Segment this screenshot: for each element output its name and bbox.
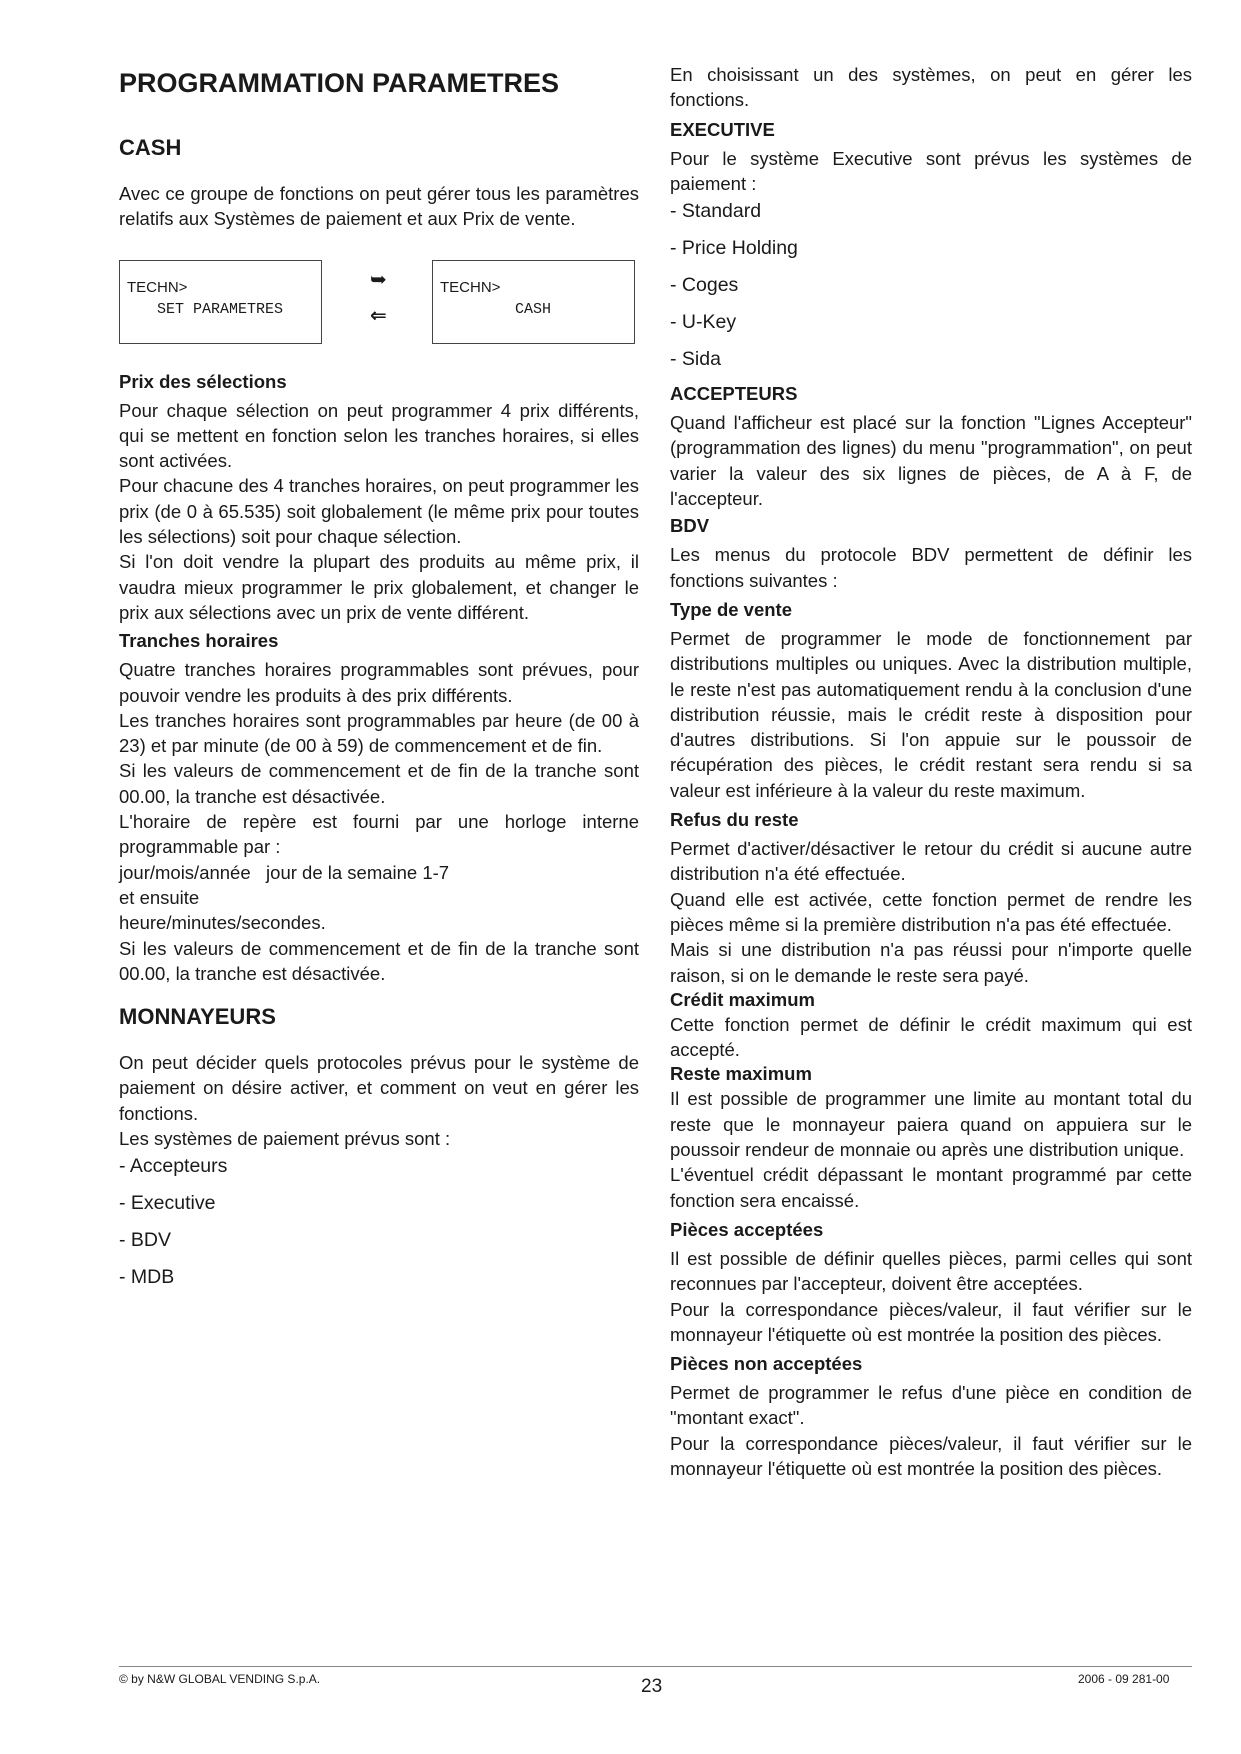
paragraph: Mais si une distribution n'a pas réussi pour n'importe quelle raison, si on le demande le reste sera payé. — [670, 939, 1192, 986]
paragraph: Il est possible de définir quelles pièces, parmi celles qui sont reconnues par l'accepteur, doivent être acceptées. — [670, 1247, 1192, 1295]
subheading-type-vente: Type de vente — [670, 598, 793, 620]
payment-systems-list — [119, 1154, 639, 1290]
text-line: heure/minutes/secondes. — [119, 912, 326, 934]
paragraph: Quand l'afficheur est placé sur la fonction "Lignes Accepteur" (programmation des lignes) du menu "programmation", on peut varier la valeur des six lignes de pièces, de A à F, de l'accepteur. — [670, 412, 1192, 510]
subheading-pieces-acceptees: Pièces acceptées — [670, 1218, 824, 1240]
text-line: et ensuite — [119, 886, 200, 908]
paragraph: Permet d'activer/désactiver le retour du crédit si aucune autre distribution n'a été effectuée. — [670, 838, 1192, 885]
list-item: - Price Holding — [670, 236, 1192, 261]
paragraph: Pour chacune des 4 tranches horaires, on peut programmer les prix (de 0 à 65.535) soit globalement (le même prix pour toutes les sélections) soit pour chaque sélection. — [119, 475, 639, 548]
list-item: - U-Key — [670, 310, 1192, 335]
lcd-line-1: TECHN> — [127, 278, 188, 296]
subheading-pieces-non-acceptees: Pièces non acceptées — [670, 1353, 863, 1375]
paragraph: Si l'on doit vendre la plupart des produits au même prix, il vaudra mieux programmer le prix globalement, et changer le prix aux sélections avec un prix de vente différent. — [119, 551, 639, 623]
lcd-line-2: CASH — [515, 300, 552, 318]
list-item: - MDB — [119, 1265, 639, 1290]
footer-doc-code: 2006 - 09 281-00 — [1078, 1672, 1170, 1686]
arrow-back-icon: ⇐ — [370, 304, 387, 327]
subheading-reste-maximum: Reste maximum — [670, 1063, 812, 1085]
list-item: - Accepteurs — [119, 1154, 639, 1179]
paragraph: En choisissant un des systèmes, on peut en gérer les fonctions. — [670, 64, 1192, 111]
paragraph: Permet de programmer le refus d'une pièce en condition de "montant exact". — [670, 1382, 1192, 1429]
section-heading-monnayeurs: MONNAYEURS — [119, 1004, 276, 1030]
list-item: - Executive — [119, 1191, 639, 1216]
lcd-line-2: SET PARAMETRES — [157, 300, 284, 318]
paragraph: On peut décider quels protocoles prévus pour le système de paiement on désire activer, et comment on veut en gérer les fonctions. — [119, 1052, 639, 1124]
paragraph: Permet de programmer le mode de fonctionnement par distributions multiples ou uniques. Avec la distribution multiple, le reste n'est pas automatiquement rendu à la conclusion d'une distribution réussie, mais le crédit reste à disposition pour d'autres distributions. Si l'on appuie sur le poussoir de récupération des pièces, le crédit restant sera rendu si sa valeur est inférieure à la valeur du reste maximum. — [670, 627, 1192, 801]
lcd-line-1: TECHN> — [440, 278, 501, 296]
subheading-executive: EXECUTIVE — [670, 118, 775, 140]
display-diagram — [119, 260, 639, 346]
right-column — [670, 62, 1192, 1481]
paragraph: Si les valeurs de commencement et de fin de la tranche sont 00.00, la tranche est désactivée. — [119, 937, 639, 984]
list-item: - Coges — [670, 273, 1192, 298]
left-column — [119, 62, 639, 1302]
section-heading-cash: CASH — [119, 135, 182, 160]
paragraph: Les tranches horaires sont programmables par heure (de 00 à 23) et par minute (de 00 à 59) de commencement et de fin. — [119, 709, 639, 757]
paragraph: Cette fonction permet de définir le crédit maximum qui est accepté. — [670, 1013, 1192, 1061]
paragraph: Les menus du protocole BDV permettent de définir les fonctions suivantes : — [670, 544, 1192, 591]
subheading-bdv: BDV — [670, 515, 710, 537]
subheading-credit-maximum: Crédit maximum — [670, 988, 815, 1010]
subheading-prix-selections: Prix des sélections — [119, 370, 287, 392]
executive-systems-list — [670, 199, 1192, 372]
paragraph: Pour la correspondance pièces/valeur, il faut vérifier sur le monnayeur l'étiquette où est montrée la position des pièces. — [670, 1298, 1192, 1345]
lcd-display-set-parametres — [119, 260, 322, 344]
paragraph: Les systèmes de paiement prévus sont : — [119, 1128, 451, 1150]
lcd-display-cash — [432, 260, 635, 344]
paragraph: Pour chaque sélection on peut programmer 4 prix différents, qui se mettent en fonction selon les tranches horaires, si elles sont activées. — [119, 399, 639, 472]
page-title: PROGRAMMATION PARAMETRES — [119, 68, 559, 98]
paragraph: Pour le système Executive sont prévus les systèmes de paiement : — [670, 147, 1192, 194]
paragraph: L'horaire de repère est fourni par une horloge interne programmable par : — [119, 811, 639, 858]
list-item: - BDV — [119, 1228, 639, 1253]
paragraph: L'éventuel crédit dépassant le montant programmé par cette fonction sera encaissé. — [670, 1164, 1192, 1211]
subheading-tranches-horaires: Tranches horaires — [119, 630, 279, 652]
paragraph: Pour la correspondance pièces/valeur, il faut vérifier sur le monnayeur l'étiquette où est montrée la position des pièces. — [670, 1432, 1192, 1479]
footer-divider — [119, 1666, 1192, 1667]
list-item: - Sida — [670, 347, 1192, 372]
page-number: 23 — [641, 1676, 663, 1697]
paragraph: Il est possible de programmer une limite au montant total du reste que le monnayeur paiera quand on appuiera sur le poussoir rendeur de monnaie ou après une distribution unique. — [670, 1088, 1192, 1161]
paragraph: Quatre tranches horaires programmables sont prévues, pour pouvoir vendre les produits à des prix différents. — [119, 659, 639, 706]
subheading-accepteurs: ACCEPTEURS — [670, 383, 798, 405]
arrow-forward-icon: ➥ — [370, 268, 387, 291]
footer-copyright: © by N&W GLOBAL VENDING S.p.A. — [119, 1672, 321, 1686]
paragraph: Si les valeurs de commencement et de fin de la tranche sont 00.00, la tranche est désactivée. — [119, 760, 639, 807]
paragraph: Quand elle est activée, cette fonction permet de rendre les pièces même si la première distribution n'a pas été effectuée. — [670, 888, 1192, 935]
subheading-refus-reste: Refus du reste — [670, 809, 799, 831]
text-line: jour/mois/année jour de la semaine 1-7 — [119, 861, 450, 883]
cash-intro: Avec ce groupe de fonctions on peut gérer tous les paramètres relatifs aux Systèmes de paiement et aux Prix de vente. — [119, 183, 639, 230]
list-item: - Standard — [670, 199, 1192, 224]
